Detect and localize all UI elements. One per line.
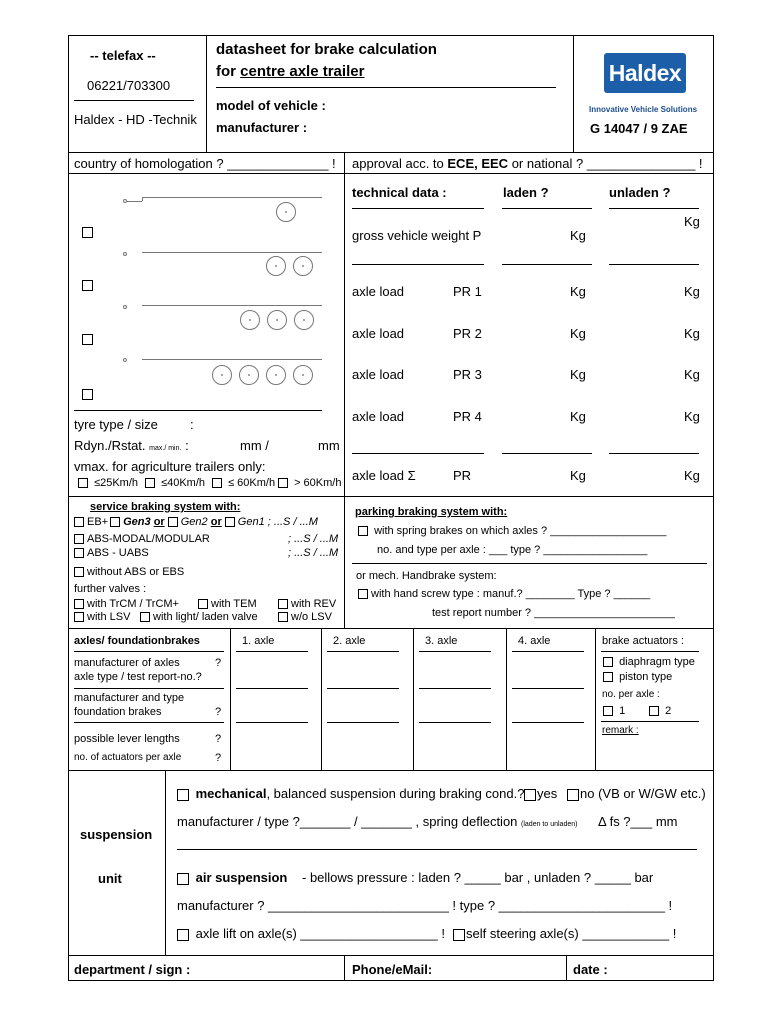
- gen1-checkbox[interactable]: [225, 517, 235, 527]
- divider: [165, 770, 166, 955]
- divider: [419, 688, 491, 689]
- divider: [601, 651, 699, 652]
- divider: [344, 152, 345, 628]
- tagline: Innovative Vehicle Solutions: [589, 105, 698, 114]
- divider: [236, 688, 308, 689]
- divider: [68, 628, 714, 629]
- hand-screw-option[interactable]: with hand screw type : manuf.? ________ Type ? ______: [358, 588, 650, 600]
- speed-40-option[interactable]: ≤40Km/h: [145, 477, 205, 489]
- rdyn-unit-2: mm: [318, 438, 340, 453]
- further-valves-label: further valves :: [74, 583, 147, 595]
- manufacturer-type-line: manufacturer ? _________________________ ! type ? _______________________ !: [177, 898, 673, 913]
- manufacturer-label: manufacturer :: [216, 120, 308, 135]
- pr2-unladen-kg: Kg: [684, 326, 700, 341]
- divider: [327, 688, 399, 689]
- divider: [236, 722, 308, 723]
- telefax-label: -- telefax --: [90, 48, 156, 63]
- diaphragm-option[interactable]: diaphragm type: [603, 656, 695, 668]
- pr1-unladen-kg: Kg: [684, 284, 700, 299]
- divider: [74, 688, 224, 689]
- remark-label: remark :: [602, 725, 639, 736]
- divider: [236, 651, 308, 652]
- divider: [419, 722, 491, 723]
- delta-fs: Δ fs ?___ mm: [598, 814, 678, 829]
- pr1-laden-kg: Kg: [570, 284, 586, 299]
- axle-4-header: 4. axle: [518, 635, 551, 647]
- manufacturer-type-deflection: manufacturer / type ?_______ / _______ , spring deflection (laden to unladen): [177, 814, 578, 829]
- abs-uabs-sm: ; ...S / ...M: [288, 547, 339, 559]
- divider: [512, 722, 584, 723]
- mechanical-no-option[interactable]: no (VB or W/GW etc.): [567, 786, 706, 801]
- axles-title: axles/ foundationbrakes: [74, 635, 200, 647]
- mech-handbrake-label: or mech. Handbrake system:: [356, 570, 497, 582]
- divider: [609, 453, 699, 454]
- axle-load-4-label: axle load: [352, 409, 405, 424]
- divider: [352, 264, 484, 265]
- divider: [74, 722, 224, 723]
- pr-sum-label: PR: [453, 468, 472, 483]
- axle-config-4-checkbox[interactable]: [82, 389, 93, 400]
- divider: [502, 264, 592, 265]
- air-suspension-option[interactable]: air suspension: [177, 870, 287, 885]
- gross-laden-kg: Kg: [570, 228, 586, 243]
- lsv-option[interactable]: with LSV: [74, 611, 130, 623]
- department-name: Haldex - HD -Technik: [74, 112, 197, 127]
- actuator-count-1-option[interactable]: 1: [603, 705, 625, 717]
- vmax-label: vmax. for agriculture trailers only:: [74, 459, 266, 474]
- ebs-options: EB+ Gen3 or Gen2 or Gen1 ; ...S / ...M: [74, 516, 318, 528]
- department-sign-label: department / sign :: [74, 962, 191, 977]
- without-lsv-option[interactable]: w/o LSV: [278, 611, 332, 623]
- axle-config-3-checkbox[interactable]: [82, 334, 93, 345]
- divider: [419, 651, 491, 652]
- divider: [321, 628, 322, 770]
- gen3-checkbox[interactable]: [110, 517, 120, 527]
- pr2-laden-kg: Kg: [570, 326, 586, 341]
- axle-3-header: 3. axle: [425, 635, 458, 647]
- actuators-per-axle-label: no. of actuators per axle: [74, 752, 182, 763]
- suspension-label: suspension: [80, 827, 153, 842]
- laden-header: laden ?: [503, 185, 549, 200]
- divider: [74, 410, 322, 411]
- ebs-checkbox[interactable]: [74, 517, 84, 527]
- divider: [327, 651, 399, 652]
- axle-load-2-label: axle load: [352, 326, 405, 341]
- form-title: datasheet for brake calculation: [216, 41, 437, 58]
- tyre-colon: :: [190, 417, 194, 432]
- divider: [68, 173, 714, 174]
- divider: [512, 688, 584, 689]
- pr3-unladen-kg: Kg: [684, 367, 700, 382]
- manufacturer-of-axles-label: manufacturer of axles: [74, 657, 180, 669]
- speed-25-option[interactable]: ≤25Km/h: [78, 477, 138, 489]
- approval-line: approval acc. to ECE, EEC or national ? _______________ !: [352, 156, 703, 171]
- haldex-logo: Haldex: [604, 53, 686, 93]
- no-and-type-line: no. and type per axle : ___ type ? _________________: [377, 544, 648, 556]
- light-laden-valve-option[interactable]: with light/ laden valve: [140, 611, 258, 623]
- pr4-label: PR 4: [453, 409, 482, 424]
- divider: [502, 208, 592, 209]
- mechanical-suspension-option[interactable]: mechanical, balanced suspension during braking cond.?: [177, 786, 524, 801]
- divider: [502, 453, 592, 454]
- divider: [206, 35, 207, 152]
- pr4-unladen-kg: Kg: [684, 409, 700, 424]
- divider: [216, 87, 556, 88]
- divider: [74, 100, 194, 101]
- form-subtitle: for centre axle trailer: [216, 63, 365, 80]
- divider: [601, 721, 699, 722]
- divider: [352, 453, 484, 454]
- pr2-label: PR 2: [453, 326, 482, 341]
- axle-config-1-checkbox[interactable]: [82, 227, 93, 238]
- telefax-number: 06221/703300: [87, 78, 171, 93]
- divider: [68, 955, 714, 956]
- mechanical-yes-option[interactable]: yes: [524, 786, 557, 801]
- unit-label: unit: [98, 871, 122, 886]
- axle-load-3-label: axle load: [352, 367, 405, 382]
- pr1-label: PR 1: [453, 284, 482, 299]
- divider: [352, 208, 484, 209]
- question-mark: ?: [215, 752, 222, 764]
- model-of-vehicle-label: model of vehicle :: [216, 98, 326, 113]
- trcm-option[interactable]: with TrCM / TrCM+: [74, 598, 179, 610]
- question-mark: ?: [215, 657, 222, 669]
- country-of-homologation: country of homologation ? ______________ !: [74, 156, 336, 171]
- date-label: date :: [573, 962, 608, 977]
- axle-load-1-label: axle load: [352, 284, 405, 299]
- axle-config-2-checkbox[interactable]: [82, 280, 93, 291]
- tyre-type-label: tyre type / size: [74, 417, 158, 432]
- actuator-count-2-option[interactable]: 2: [649, 705, 671, 717]
- divider: [352, 563, 707, 564]
- divider: [177, 849, 697, 850]
- speed-60-option[interactable]: ≤ 60Km/h: [212, 477, 275, 489]
- divider: [609, 264, 699, 265]
- foundation-brakes-label: foundation brakes: [74, 706, 162, 718]
- parking-braking-title: parking braking system with:: [355, 506, 508, 518]
- rdyn-label: Rdyn./Rstat. max./ min. :: [74, 438, 189, 453]
- axle-type-label: axle type / test report-no.?: [74, 671, 202, 683]
- gross-weight-label: gross vehicle weight P: [352, 228, 482, 243]
- pr4-laden-kg: Kg: [570, 409, 586, 424]
- pr3-laden-kg: Kg: [570, 367, 586, 382]
- unladen-kg-unit: Kg: [684, 214, 700, 229]
- divider: [573, 35, 574, 152]
- self-steering-option[interactable]: self steering axle(s) ____________ !: [453, 926, 676, 941]
- phone-email-label: Phone/eMail:: [352, 962, 433, 977]
- rdyn-unit-1: mm /: [240, 438, 269, 453]
- without-abs-option[interactable]: without ABS or EBS: [74, 566, 184, 578]
- divider: [595, 628, 596, 770]
- divider: [566, 955, 567, 981]
- divider: [512, 651, 584, 652]
- abs-modal-sm: ; ...S / ...M: [288, 533, 339, 545]
- test-report-line: test report number ? _______________________: [432, 607, 675, 619]
- document-code: G 14047 / 9 ZAE: [590, 121, 688, 136]
- rev-option[interactable]: with REV: [278, 598, 336, 610]
- sum-laden-kg: Kg: [570, 468, 586, 483]
- unladen-header: unladen ?: [609, 185, 671, 200]
- divider: [327, 722, 399, 723]
- divider: [68, 496, 714, 497]
- abs-uabs-option[interactable]: ABS - UABS: [74, 547, 149, 559]
- manufacturer-type-label: manufacturer and type: [74, 692, 185, 704]
- no-per-axle-label: no. per axle :: [602, 689, 660, 700]
- lever-lengths-label: possible lever lengths: [74, 733, 180, 745]
- question-mark: ?: [215, 733, 222, 745]
- brake-actuators-header: brake actuators :: [602, 635, 684, 647]
- technical-data-header: technical data :: [352, 185, 447, 200]
- axle-1-header: 1. axle: [242, 635, 275, 647]
- axle-load-sum-label: axle load Σ: [352, 468, 416, 483]
- divider: [344, 955, 345, 981]
- divider: [74, 651, 224, 652]
- axle-2-header: 2. axle: [333, 635, 366, 647]
- pr3-label: PR 3: [453, 367, 482, 382]
- divider: [609, 208, 699, 209]
- bellows-pressure-line: - bellows pressure : laden ? _____ bar , unladen ? _____ bar: [302, 870, 654, 885]
- spring-brakes-option[interactable]: with spring brakes on which axles ? ___________________: [358, 525, 666, 537]
- speed-over-60-option[interactable]: > 60Km/h: [278, 477, 341, 489]
- divider: [506, 628, 507, 770]
- question-mark: ?: [215, 706, 222, 718]
- gen2-checkbox[interactable]: [168, 517, 178, 527]
- divider: [68, 152, 714, 153]
- service-braking-title: service braking system with:: [90, 501, 241, 513]
- axle-lift-option[interactable]: axle lift on axle(s) ___________________ !: [177, 926, 445, 941]
- divider: [230, 628, 231, 770]
- tem-option[interactable]: with TEM: [198, 598, 257, 610]
- abs-modal-option[interactable]: ABS-MODAL/MODULAR: [74, 533, 210, 545]
- sum-unladen-kg: Kg: [684, 468, 700, 483]
- divider: [413, 628, 414, 770]
- piston-option[interactable]: piston type: [603, 671, 672, 683]
